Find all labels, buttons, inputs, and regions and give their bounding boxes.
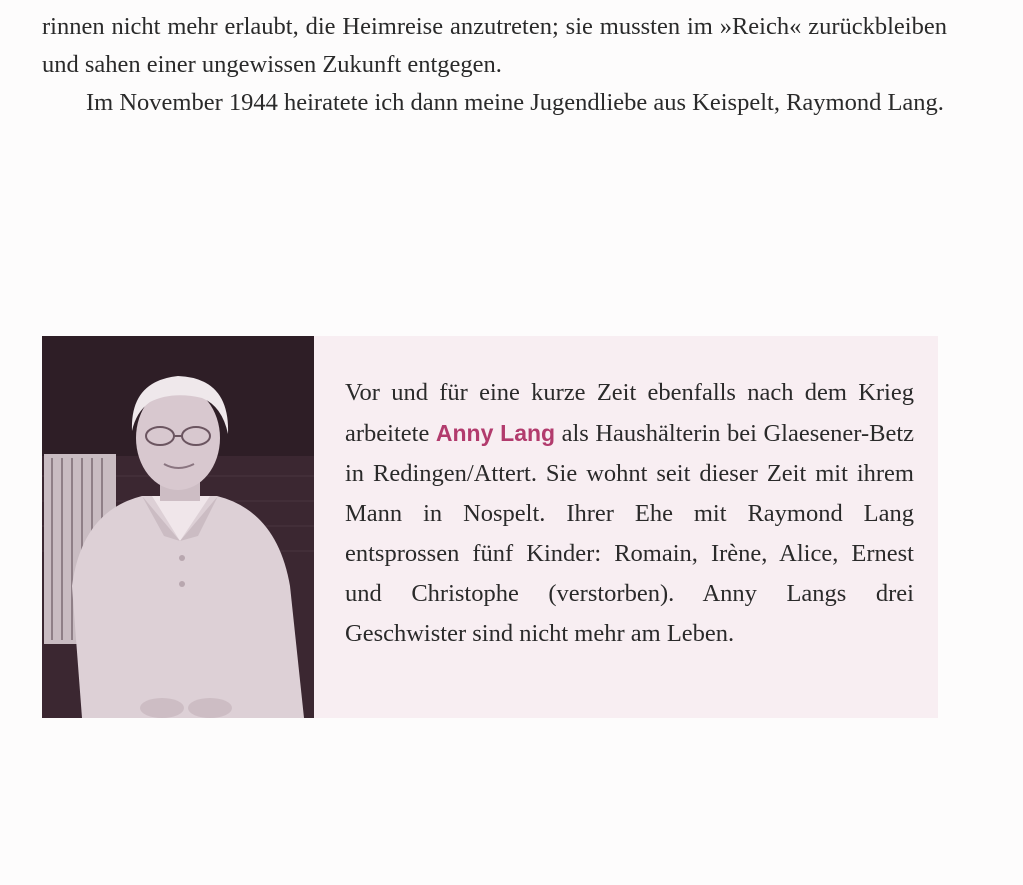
paragraph-2: Im November 1944 heiratete ich dann meine Jugendliebe aus Keispelt, Raymond Lang.: [86, 89, 944, 116]
paragraph-1: rinnen nicht mehr erlaubt, die Heimreise anzutreten; sie mussten im »Reich« zurückbleiben und sahen einer ungewissen Zukunft entgegen.: [42, 13, 947, 78]
body-text: [42, 8, 947, 122]
bio-text-before: Vor und für eine kurze Zeit ebenfalls nach dem Krieg arbeitete: [345, 379, 914, 447]
person-name: Anny Lang: [435, 420, 556, 446]
info-box: [42, 336, 938, 718]
bio-text-after: als Haushälterin bei Glaesener-Betz in Redingen/Attert. Sie wohnt seit dieser Zeit mit ihrem Mann in Nospelt. Ihrer Ehe mit Raymond Lang entsprossen fünf Kinder: Romain, Irène, Alice, Ernest und Christophe (verstorben). Anny Langs drei Geschwister sind nicht mehr am Leben.: [345, 420, 914, 647]
bio-text: [345, 373, 914, 654]
portrait-photo: [42, 336, 314, 718]
